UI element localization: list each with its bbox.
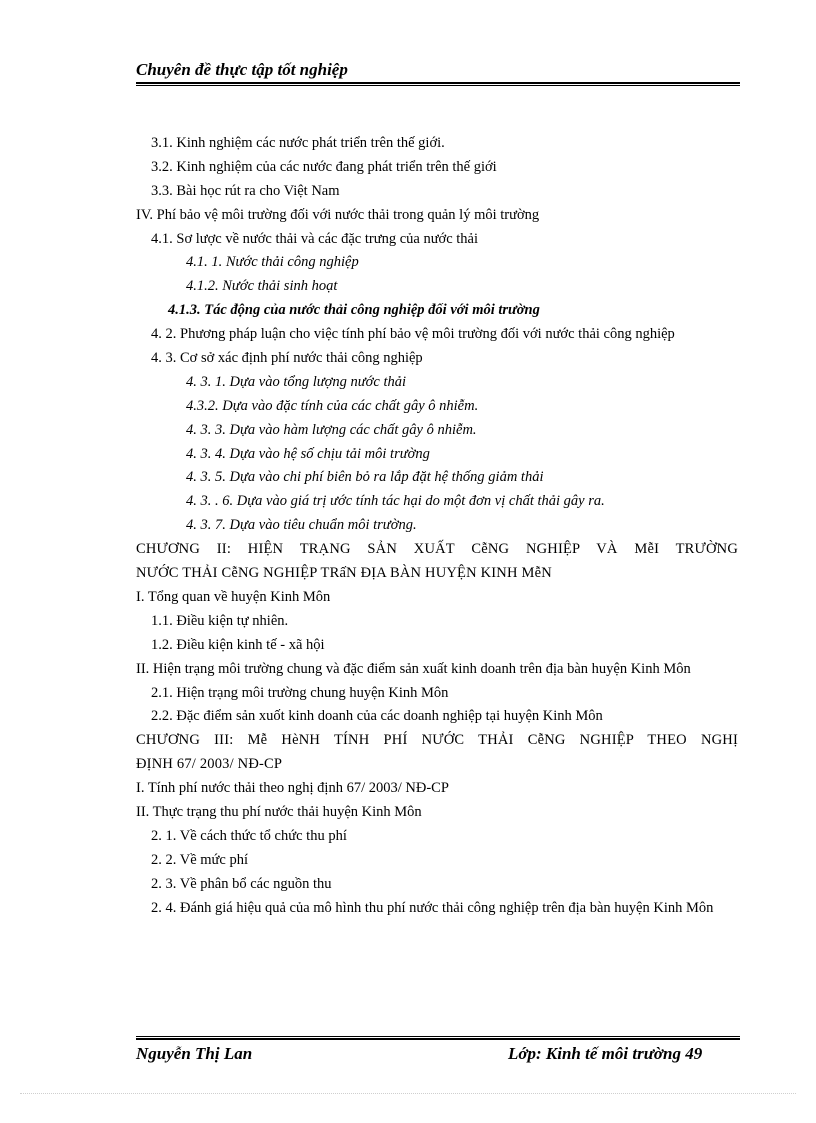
toc-item: 4. 3. 4. Dựa vào hệ số chịu tải môi trường <box>186 445 430 462</box>
chapter-heading: CHƯƠNG II: HIỆN TRẠNG SẢN XUẤT CễNG NGHIỆP VÀ MễI TRƯỜNG <box>136 541 738 558</box>
toc-item: IV. Phí bảo vệ môi trường đối với nước thải trong quản lý môi trường <box>136 206 540 223</box>
header-rule <box>136 82 740 84</box>
toc-item: 2. 4. Đánh giá hiệu quả của mô hình thu phí nước thải công nghiệp trên địa bàn huyện Kinh Môn <box>151 899 714 916</box>
toc-item: I. Tính phí nước thải theo nghị định 67/ 2003/ NĐ-CP <box>136 780 449 797</box>
toc-item: 1.2. Điều kiện kinh tế - xã hội <box>151 636 325 653</box>
toc-item: 4. 3. Cơ sở xác định phí nước thải công nghiệp <box>151 350 423 367</box>
footer-rule <box>136 1038 740 1040</box>
toc-item: 4.1. 1. Nước thải công nghiệp <box>186 254 359 271</box>
toc-item: 4. 3. 5. Dựa vào chi phí biên bỏ ra lắp đặt hệ thống giảm thải <box>186 469 544 486</box>
toc-item: 3.1. Kinh nghiệm các nước phát triển trên thế giới. <box>151 135 445 151</box>
header-title: Chuyên đề thực tập tốt nghiệp <box>136 60 348 79</box>
toc-item: I. Tổng quan về huyện Kinh Môn <box>136 588 331 605</box>
header-rule-thin <box>136 85 740 86</box>
table-of-contents <box>136 132 738 920</box>
toc-item: 2. 1. Về cách thức tổ chức thu phí <box>151 827 347 844</box>
footer-rule-thin <box>136 1036 740 1037</box>
chapter-heading: CHƯƠNG III: Mễ HèNH TÍNH PHÍ NƯỚC THẢI CễNG NGHIỆP THEO NGHỊ <box>136 732 738 749</box>
chapter-heading: ĐỊNH 67/ 2003/ NĐ-CP <box>136 756 283 773</box>
toc-item: 4. 3. . 6. Dựa vào giá trị ước tính tác hại do một đơn vị chất thải gây ra. <box>186 493 605 510</box>
toc-item: II. Thực trạng thu phí nước thải huyện Kinh Môn <box>136 803 422 820</box>
toc-item: 4.3.2. Dựa vào đặc tính của các chất gây ô nhiễm. <box>186 397 479 414</box>
page-edge-divider <box>20 1093 796 1094</box>
toc-item: 4. 2. Phương pháp luận cho việc tính phí bảo vệ môi trường đối với nước thải công nghiệp <box>151 326 675 343</box>
toc-item: 2.2. Đặc điểm sản xuốt kinh doanh của các doanh nghiệp tại huyện Kinh Môn <box>151 708 603 725</box>
toc-item: 3.3. Bài học rút ra cho Việt Nam <box>151 182 340 199</box>
footer-class: Lớp: Kinh tế môi trường 49 <box>508 1044 703 1063</box>
toc-item: 4. 3. 7. Dựa vào tiêu chuẩn môi trường. <box>186 517 417 534</box>
toc-item: 4. 3. 3. Dựa vào hàm lượng các chất gây ô nhiễm. <box>186 421 477 438</box>
toc-item: 2.1. Hiện trạng môi trường chung huyện Kinh Môn <box>151 684 449 701</box>
toc-item: 2. 3. Về phân bổ các nguồn thu <box>151 875 332 892</box>
toc-item: 1.1. Điều kiện tự nhiên. <box>151 612 289 629</box>
toc-item: 4.1.2. Nước thải sinh hoạt <box>186 278 338 295</box>
toc-item: 4.1.3. Tác động của nước thải công nghiệp đối với môi trường <box>168 302 540 319</box>
chapter-heading: NƯỚC THẢI CễNG NGHIỆP TRấN ĐỊA BÀN HUYỆN KINH MễN <box>136 565 552 582</box>
toc-item: 4.1. Sơ lược về nước thải và các đặc trưng của nước thải <box>151 230 479 247</box>
toc-item: 3.2. Kinh nghiệm của các nước đang phát triển trên thế giới <box>151 158 497 175</box>
toc-item: 4. 3. 1. Dựa vào tổng lượng nước thải <box>186 373 407 390</box>
toc-item: 2. 2. Về mức phí <box>151 851 248 868</box>
toc-item: II. Hiện trạng môi trường chung và đặc điểm sản xuất kinh doanh trên địa bàn huyện Kinh Môn <box>136 660 691 677</box>
footer-author: Nguyễn Thị Lan <box>136 1044 253 1063</box>
